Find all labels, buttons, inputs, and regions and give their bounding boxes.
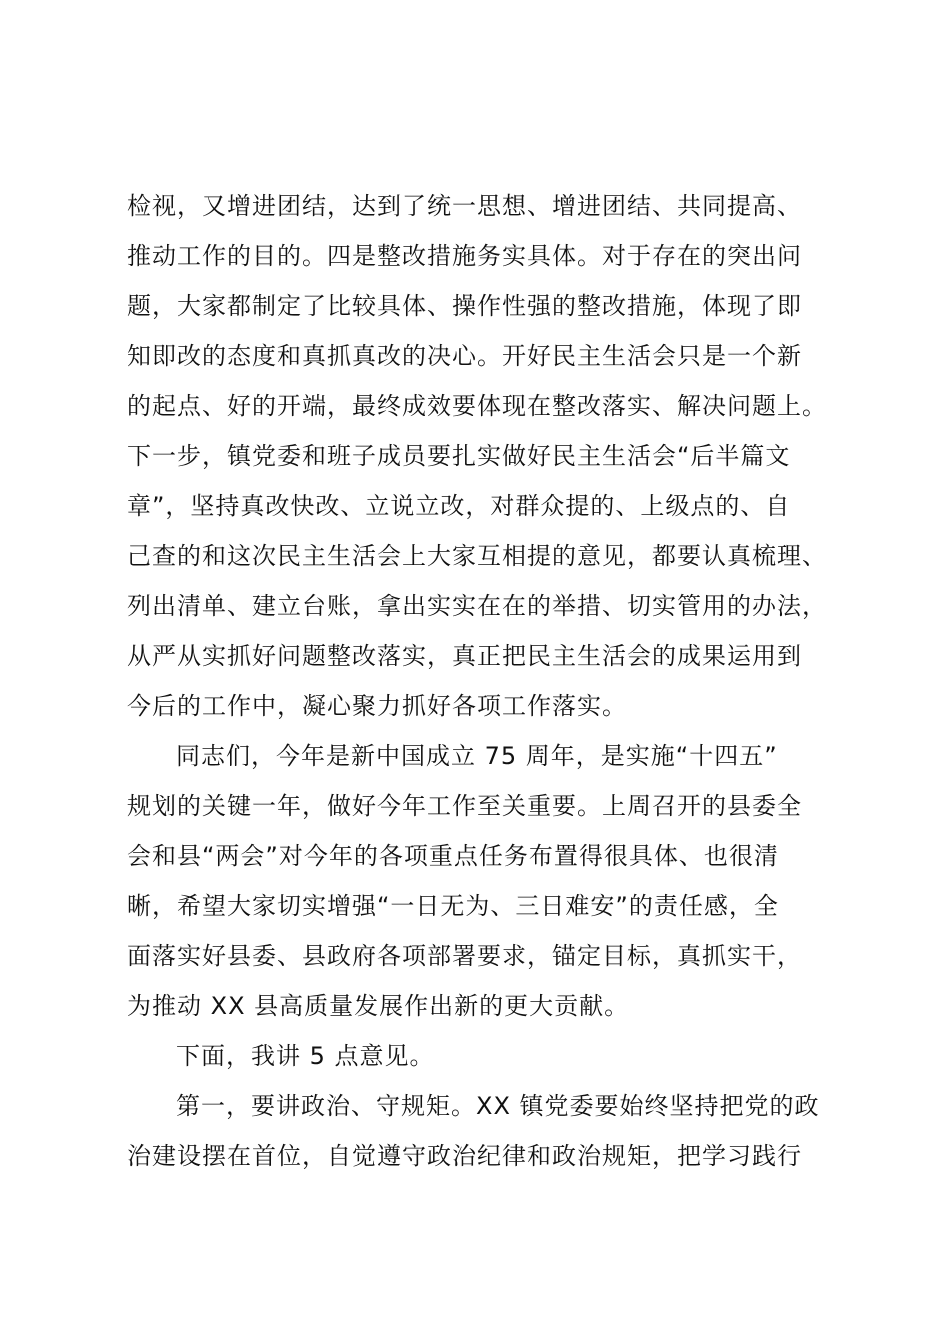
text-line-4: 知即改的态度和真抓真改的决心。开好民主生活会只是一个新 <box>127 342 802 370</box>
text-line-20: 治建设摆在首位，自觉遵守政治纪律和政治规矩，把学习践行 <box>127 1142 802 1170</box>
text-line-5: 的起点、好的开端，最终成效要体现在整改落实、解决问题上。 <box>127 392 827 420</box>
document-body <box>127 181 847 1181</box>
text-line-12: 同志们，今年是新中国成立 75 周年，是实施“十四五” <box>176 742 778 770</box>
text-line-6: 下一步，镇党委和班子成员要扎实做好民主生活会“后半篇文 <box>127 442 791 470</box>
text-line-15: 晰，希望大家切实增强“一日无为、三日难安”的责任感，全 <box>127 892 779 920</box>
text-line-16: 面落实好县委、县政府各项部署要求，锚定目标，真抓实干， <box>127 942 802 970</box>
text-line-19: 第一，要讲政治、守规矩。XX 镇党委要始终坚持把党的政 <box>176 1092 820 1120</box>
text-line-10: 从严从实抓好问题整改落实，真正把民主生活会的成果运用到 <box>127 642 802 670</box>
text-line-7: 章”，坚持真改快改、立说立改，对群众提的、上级点的、自 <box>127 492 791 520</box>
text-line-1: 检视，又增进团结，达到了统一思想、增进团结、共同提高、 <box>127 192 802 220</box>
text-line-9: 列出清单、建立台账，拿出实实在在的举措、切实管用的办法， <box>127 592 827 620</box>
text-line-13: 规划的关键一年，做好今年工作至关重要。上周召开的县委全 <box>127 792 802 820</box>
text-line-2: 推动工作的目的。四是整改措施务实具体。对于存在的突出问 <box>127 242 802 270</box>
text-line-18: 下面，我讲 5 点意见。 <box>176 1042 435 1070</box>
text-line-3: 题，大家都制定了比较具体、操作性强的整改措施，体现了即 <box>127 292 802 320</box>
text-line-8: 己查的和这次民主生活会上大家互相提的意见，都要认真梳理、 <box>127 542 827 570</box>
text-line-17: 为推动 XX 县高质量发展作出新的更大贡献。 <box>127 992 630 1020</box>
text-line-14: 会和县“两会”对今年的各项重点任务布置得很具体、也很清 <box>127 842 779 870</box>
text-line-11: 今后的工作中，凝心聚力抓好各项工作落实。 <box>127 692 627 720</box>
